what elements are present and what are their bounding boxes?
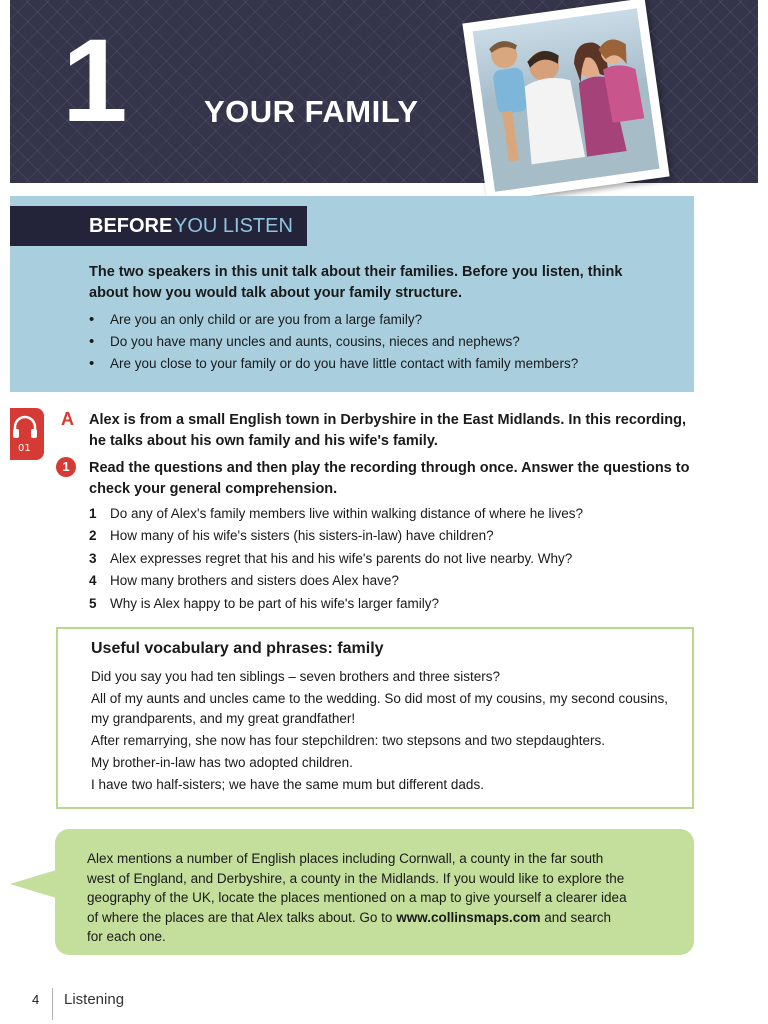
audio-track-badge[interactable]	[10, 408, 44, 460]
step-number-badge: 1	[56, 457, 76, 477]
collinsmaps-link[interactable]: www.collinsmaps.com	[396, 909, 541, 925]
question-number: 1	[89, 506, 97, 521]
question-item	[89, 503, 689, 525]
question-text: Why is Alex happy to be part of his wife's larger family?	[110, 595, 439, 611]
vocabulary-phrase: All of my aunts and uncles came to the wedding. So did most of my cousins, my second cousins, my grandparents, and my great grandfather!	[91, 691, 669, 726]
vocabulary-phrase: My brother-in-law has two adopted children.	[91, 754, 353, 770]
family-photo-image	[473, 8, 660, 192]
page-number: 4	[32, 992, 40, 1007]
section-intro-text: Alex is from a small English town in Derbyshire in the East Midlands. In this recording, he talks about his own family and his wife's family.	[89, 412, 687, 449]
footer-section-label: Listening	[64, 991, 125, 1008]
footer-divider	[52, 988, 53, 1020]
question-number: 3	[89, 550, 97, 566]
question-text: How many brothers and sisters does Alex have?	[110, 573, 399, 589]
question-item	[89, 570, 689, 592]
chapter-title: YOUR FAMILY	[204, 94, 419, 129]
question-text: Alex expresses regret that his and his wife's parents do not live nearby. Why?	[110, 550, 573, 566]
question-number: 4	[89, 573, 97, 589]
note-body: Alex mentions a number of English places including Cornwall, a county in the far south west of England, and Derbyshire, a county in the Midlands. If you would like to explore the geography of the UK, locate the places mentioned on a map to give yourself a clearer idea of where the places are that Alex talks about. Go to	[87, 851, 627, 925]
bullet-item: • Are you close to your family or do you have little contact with family members?	[89, 353, 689, 375]
question-number: 2	[89, 528, 97, 544]
note-body-end: and search for each one.	[87, 909, 612, 944]
chapter-number: 1	[62, 15, 126, 147]
question-text: How many of his wife's sisters (his sisters-in-law) have children?	[110, 528, 494, 544]
before-bullet-list	[89, 309, 689, 375]
vocabulary-phrase: After remarrying, she now has four stepchildren: two stepsons and two stepdaughters.	[91, 732, 606, 748]
question-item	[89, 593, 689, 615]
before-you-listen-heading	[10, 206, 307, 246]
vocabulary-phrase: Did you say you had ten siblings – seven brothers and three sisters?	[91, 669, 500, 684]
questions-list	[89, 503, 689, 615]
question-number: 5	[89, 595, 97, 611]
family-photo	[462, 0, 669, 202]
question-item	[89, 548, 689, 570]
step-instructions: Read the questions and then play the recording through once. Answer the questions to check your general comprehension.	[89, 460, 690, 497]
section-letter: A	[61, 409, 74, 429]
bullet-item: • Are you an only child or are you from a large family?	[89, 309, 689, 331]
before-intro-text: The two speakers in this unit talk about their families. Before you listen, think about how you would talk about your family structure.	[89, 264, 623, 301]
headphones-icon	[10, 412, 40, 442]
tip-note-text	[87, 849, 627, 947]
track-number: 01	[18, 443, 31, 454]
note-pointer	[10, 870, 56, 898]
heading-bold-text: BEFORE	[89, 215, 173, 237]
vocabulary-phrase: I have two half-sisters; we have the same mum but different dads.	[91, 776, 484, 792]
bullet-item: • Do you have many uncles and aunts, cousins, nieces and nephews?	[89, 331, 689, 353]
heading-light-text: YOU LISTEN	[174, 215, 293, 237]
question-text: Do any of Alex's family members live within walking distance of where he lives?	[110, 506, 584, 521]
vocabulary-title: Useful vocabulary and phrases: family	[91, 640, 384, 657]
vocabulary-list	[91, 667, 671, 797]
question-item	[89, 525, 689, 547]
